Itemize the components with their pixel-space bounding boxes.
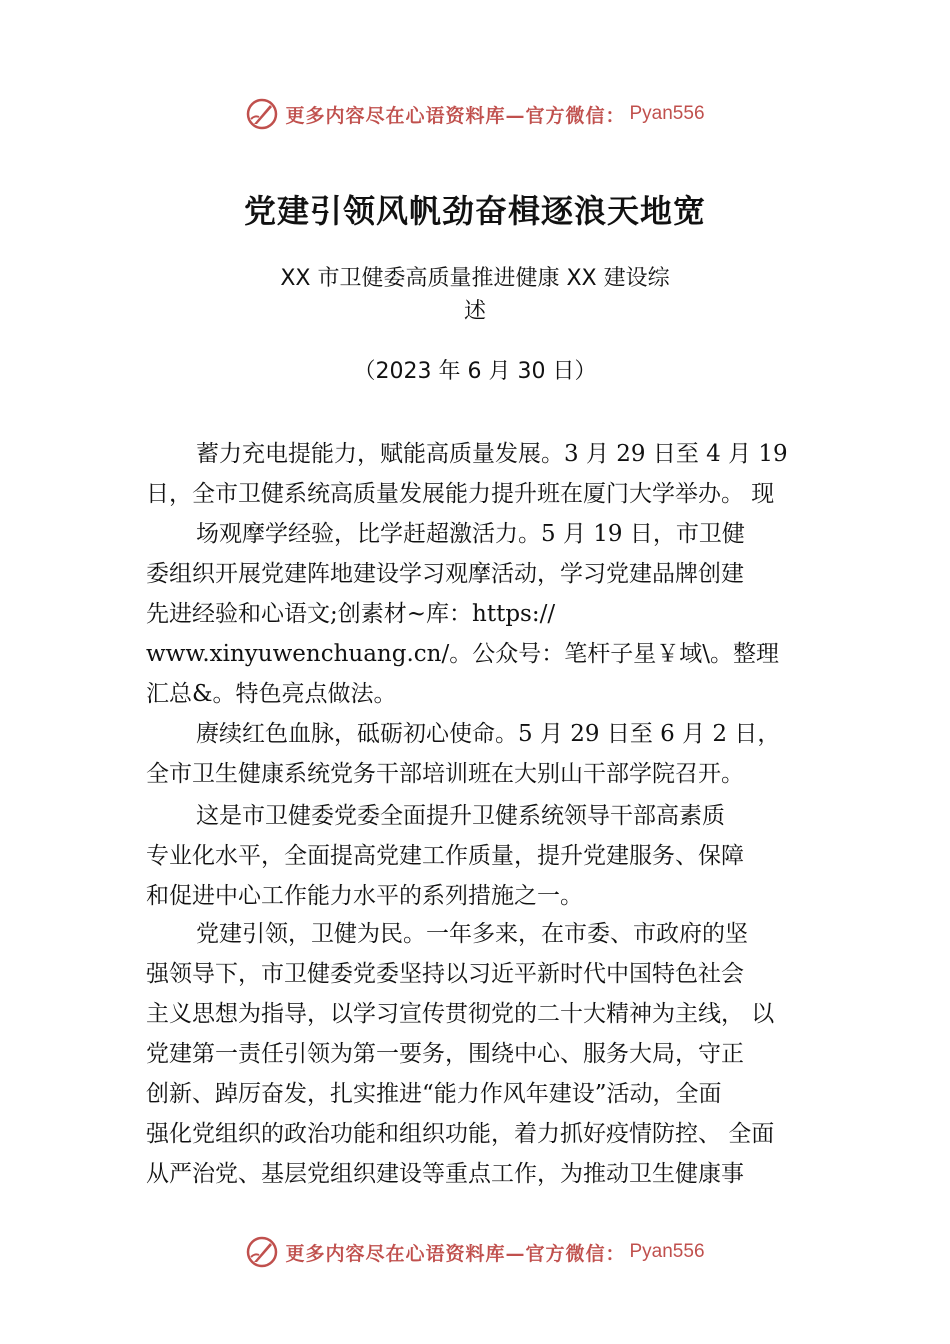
quill-pen-logo-icon	[245, 1235, 279, 1269]
paragraph-line: 强领导下，市卫健委党委坚持以习近平新时代中国特色社会	[146, 961, 744, 987]
banner-wechat-id: Pyan556	[629, 103, 705, 124]
paragraph-line: 全市卫生健康系统党务干部培训班在大别山干部学院召开。	[146, 761, 744, 787]
paragraph-line: 赓续红色血脉，砥砺初心使命。5 月 29 日至 6 月 2 日，	[196, 721, 781, 747]
banner-wechat-id: Pyan556	[629, 1241, 705, 1262]
banner-text: 更多内容尽在心语资料库—官方微信：	[285, 1242, 626, 1265]
paragraph-line: 这是市卫健委党委全面提升卫健系统领导干部高素质	[196, 803, 725, 829]
paragraph-line: 党建引领，卫健为民。一年多来，在市委、市政府的坚	[196, 921, 748, 947]
paragraph-line: 先进经验和心语文;创素材~库：https://	[146, 601, 556, 627]
document-subtitle	[0, 262, 950, 328]
paragraph-4	[146, 796, 826, 916]
paragraph-line: 汇总&。特色亮点做法。	[146, 681, 397, 707]
paragraph-line: 蓄力充电提能力，赋能高质量发展。3 月 29 日至 4 月 19	[196, 441, 788, 467]
paragraph-line: 主义思想为指导，以学习宣传贯彻党的二十大精神为主线， 以	[146, 1001, 775, 1027]
paragraph-line: 专业化水平，全面提高党建工作质量，提升党建服务、保障	[146, 843, 744, 869]
document-date: （2023 年 6 月 30 日）	[353, 359, 597, 384]
banner-text: 更多内容尽在心语资料库—官方微信：	[285, 104, 626, 127]
subtitle-line-2: 述	[463, 299, 486, 324]
paragraph-1	[146, 434, 826, 514]
paragraph-line: 委组织开展党建阵地建设学习观摩活动，学习党建品牌创建	[146, 561, 744, 587]
paragraph-line: 和促进中心工作能力水平的系列措施之一。	[146, 883, 583, 909]
paragraph-line: 创新、踔厉奋发，扎实推进“能力作风年建设”活动，全面	[146, 1081, 722, 1107]
footer-banner	[0, 1232, 950, 1272]
subtitle-line-1: XX 市卫健委高质量推进健康 XX 建设综	[280, 266, 670, 291]
document-title: 党建引领风帆劲奋楫逐浪天地宽	[243, 192, 706, 230]
paragraph-line: www.xinyuwenchuang.cn/。公众号：笔杆子星￥域\。整理	[146, 641, 779, 667]
paragraph-line: 从严治党、基层党组织建设等重点工作，为推动卫生健康事	[146, 1161, 744, 1187]
paragraph-line: 强化党组织的政治功能和组织功能，着力抓好疫情防控、 全面	[146, 1121, 775, 1147]
paragraph-3	[146, 714, 826, 794]
paragraph-2	[146, 514, 826, 714]
header-banner	[0, 94, 950, 134]
paragraph-line: 场观摩学经验，比学赶超激活力。5 月 19 日，市卫健	[196, 521, 745, 547]
quill-pen-logo-icon	[245, 97, 279, 131]
paragraph-line: 日，全市卫健系统高质量发展能力提升班在厦门大学举办。 现	[146, 481, 775, 507]
paragraph-5	[146, 914, 826, 1194]
paragraph-line: 党建第一责任引领为第一要务，围绕中心、服务大局，守正	[146, 1041, 744, 1067]
